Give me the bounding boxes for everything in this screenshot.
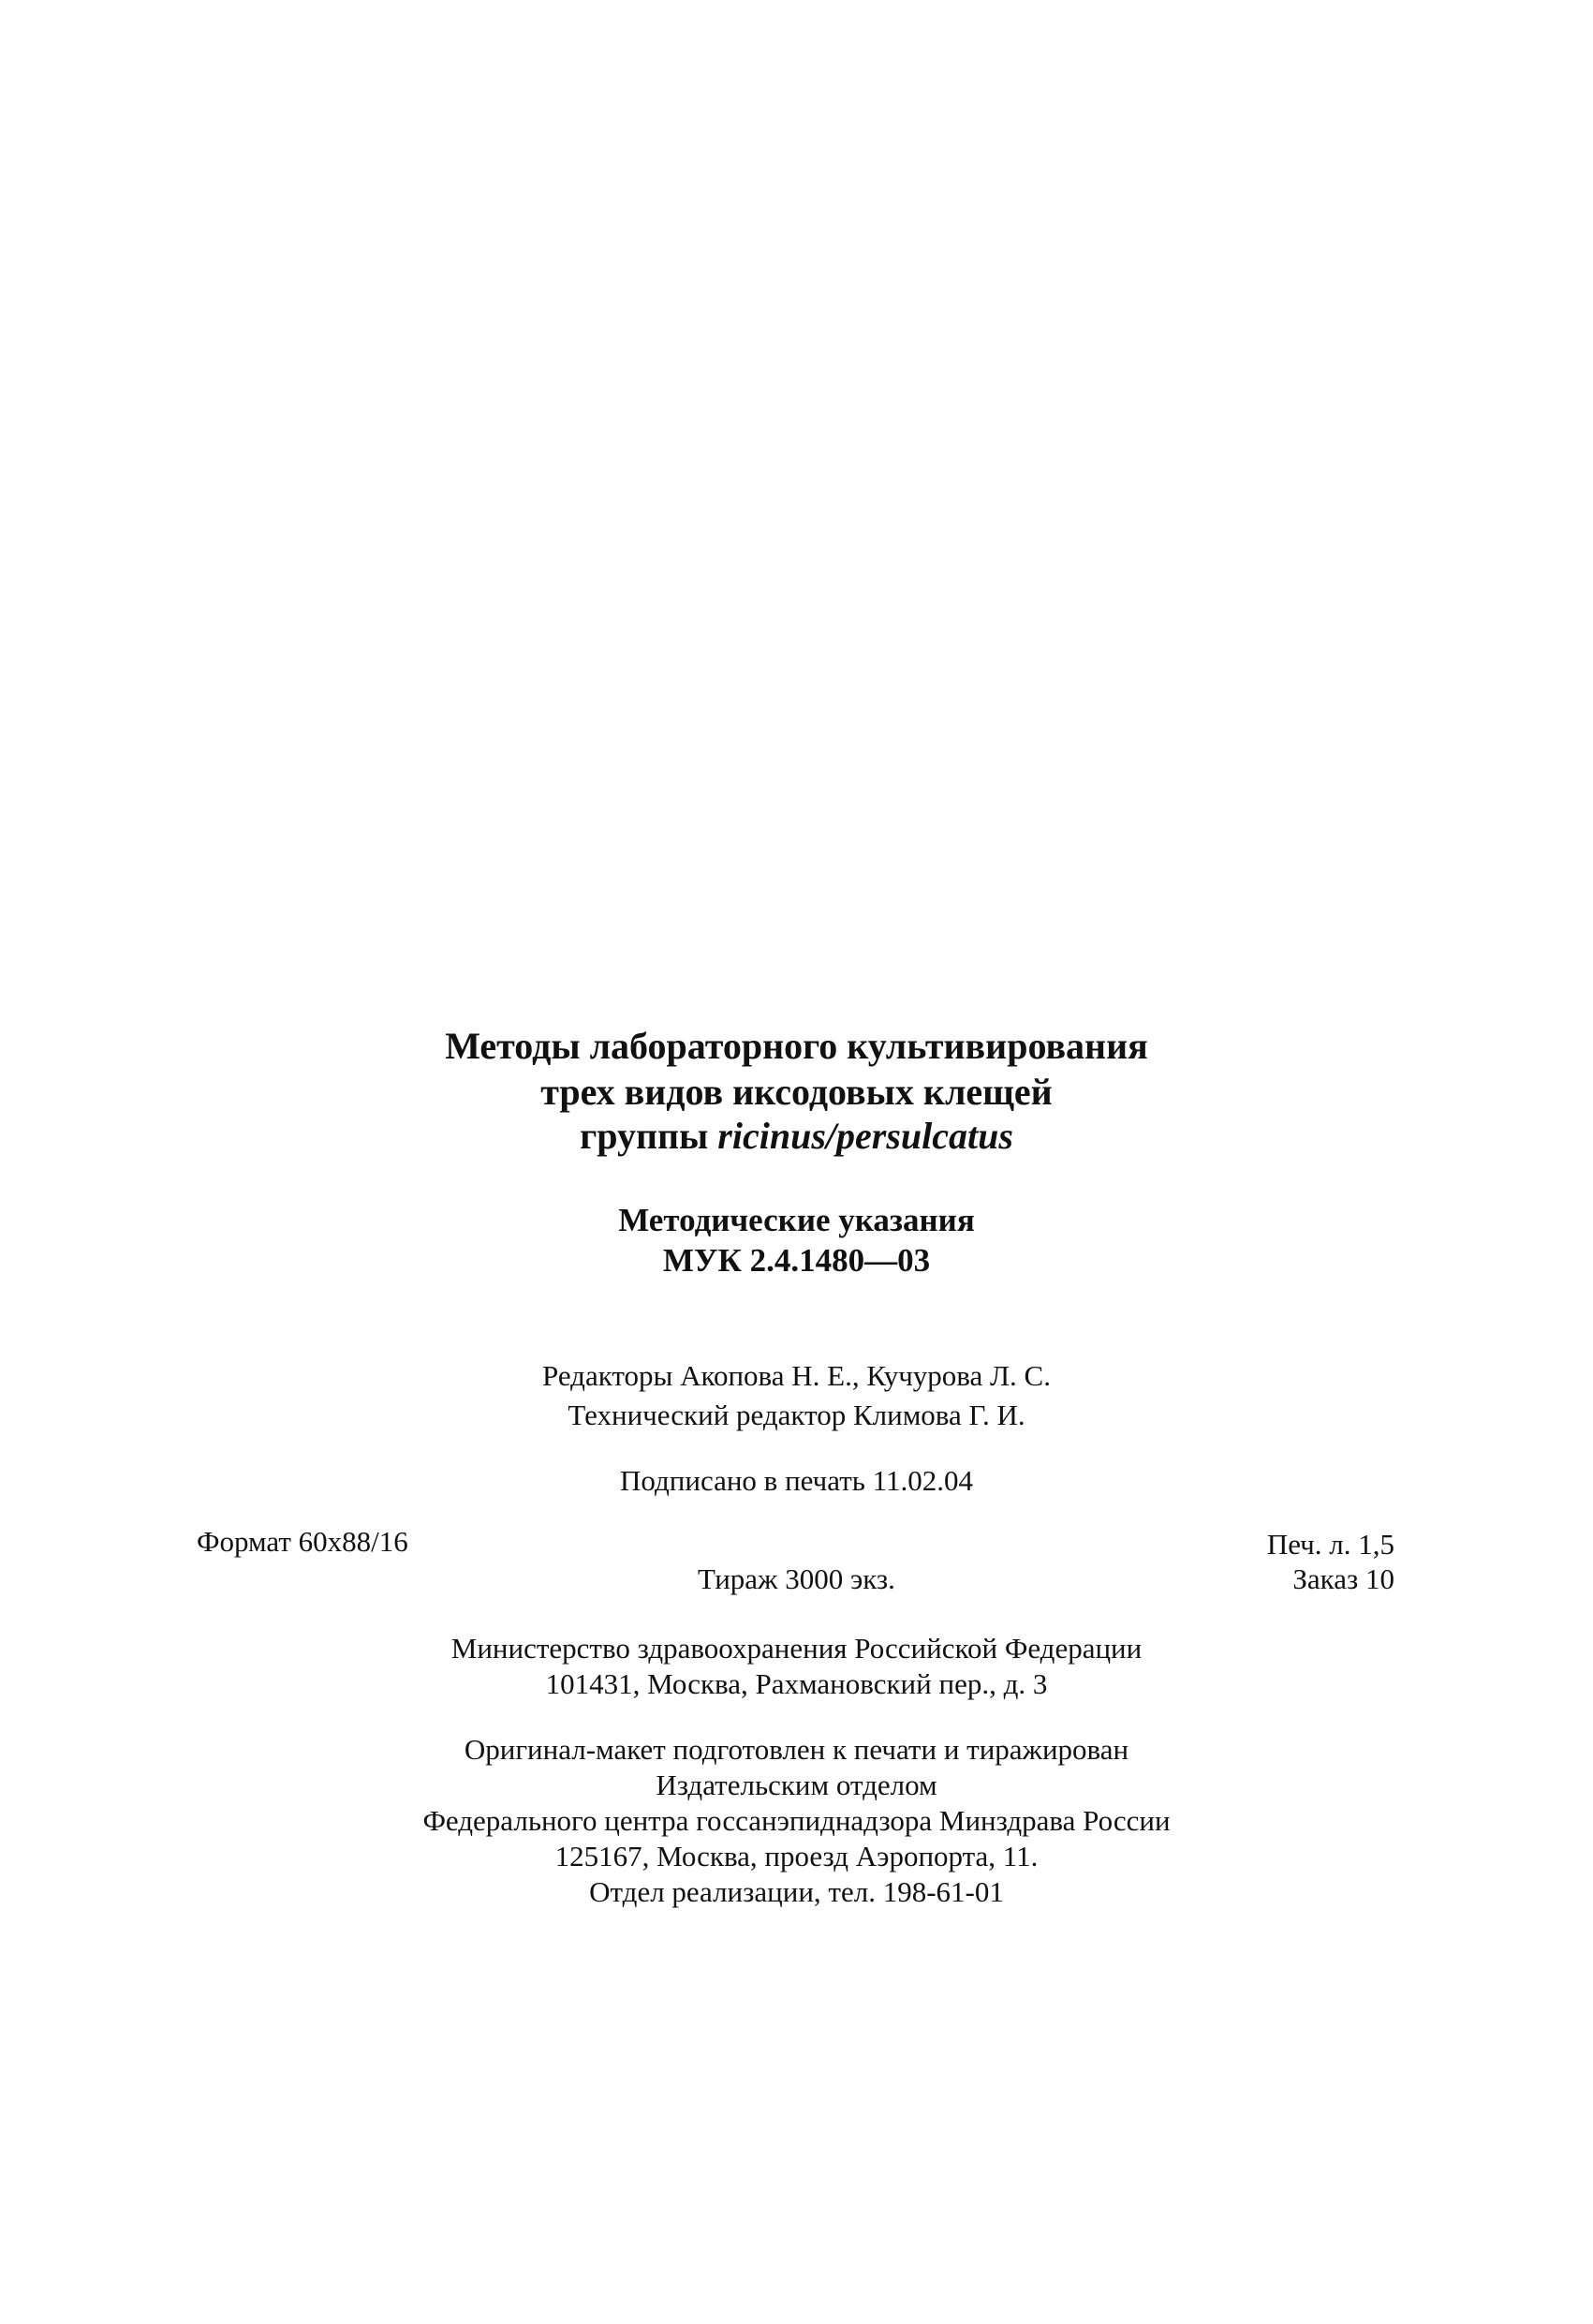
printer-line-2: Издательским отделом [656,1769,937,1801]
signed-date: Подписано в печать 11.02.04 [620,1464,973,1497]
sales-department: Отдел реализации, тел. 198-61-01 [589,1875,1004,1908]
title-line-3-prefix: группы [580,1115,718,1157]
print-sheets: Печ. л. 1,5 [1266,1528,1394,1561]
printer-line-1: Оригинал-макет подготовлен к печати и тиражирован [464,1733,1129,1766]
title-line-2: трех видов иксодовых клещей [540,1071,1053,1113]
printer-address: 125167, Москва, проезд Аэропорта, 11. [554,1840,1039,1873]
printer-line-3: Федерального центра госсанэпиднадзора Минздрава России [422,1804,1171,1837]
format: Формат 60x88/16 [197,1525,408,1558]
title-line-3 [0,1115,1593,1157]
doc-type-label: Методические указания [618,1202,975,1238]
publisher-address: 101431, Москва, Рахмановский пер., д. 3 [545,1667,1048,1700]
publisher-name: Министерство здравоохранения Российской Федерации [450,1632,1143,1665]
order-number: Заказ 10 [1292,1562,1394,1595]
title-line-1: Методы лабораторного культивирования [445,1025,1148,1067]
title-line-3-species: ricinus/persulcatus [717,1115,1013,1157]
doc-code: МУК 2.4.1480—03 [662,1242,931,1279]
tech-editor: Технический редактор Климова Г. И. [568,1399,1025,1431]
editors: Редакторы Акопова Н. Е., Кучурова Л. С. [542,1359,1051,1392]
circulation: Тираж 3000 экз. [698,1562,895,1595]
